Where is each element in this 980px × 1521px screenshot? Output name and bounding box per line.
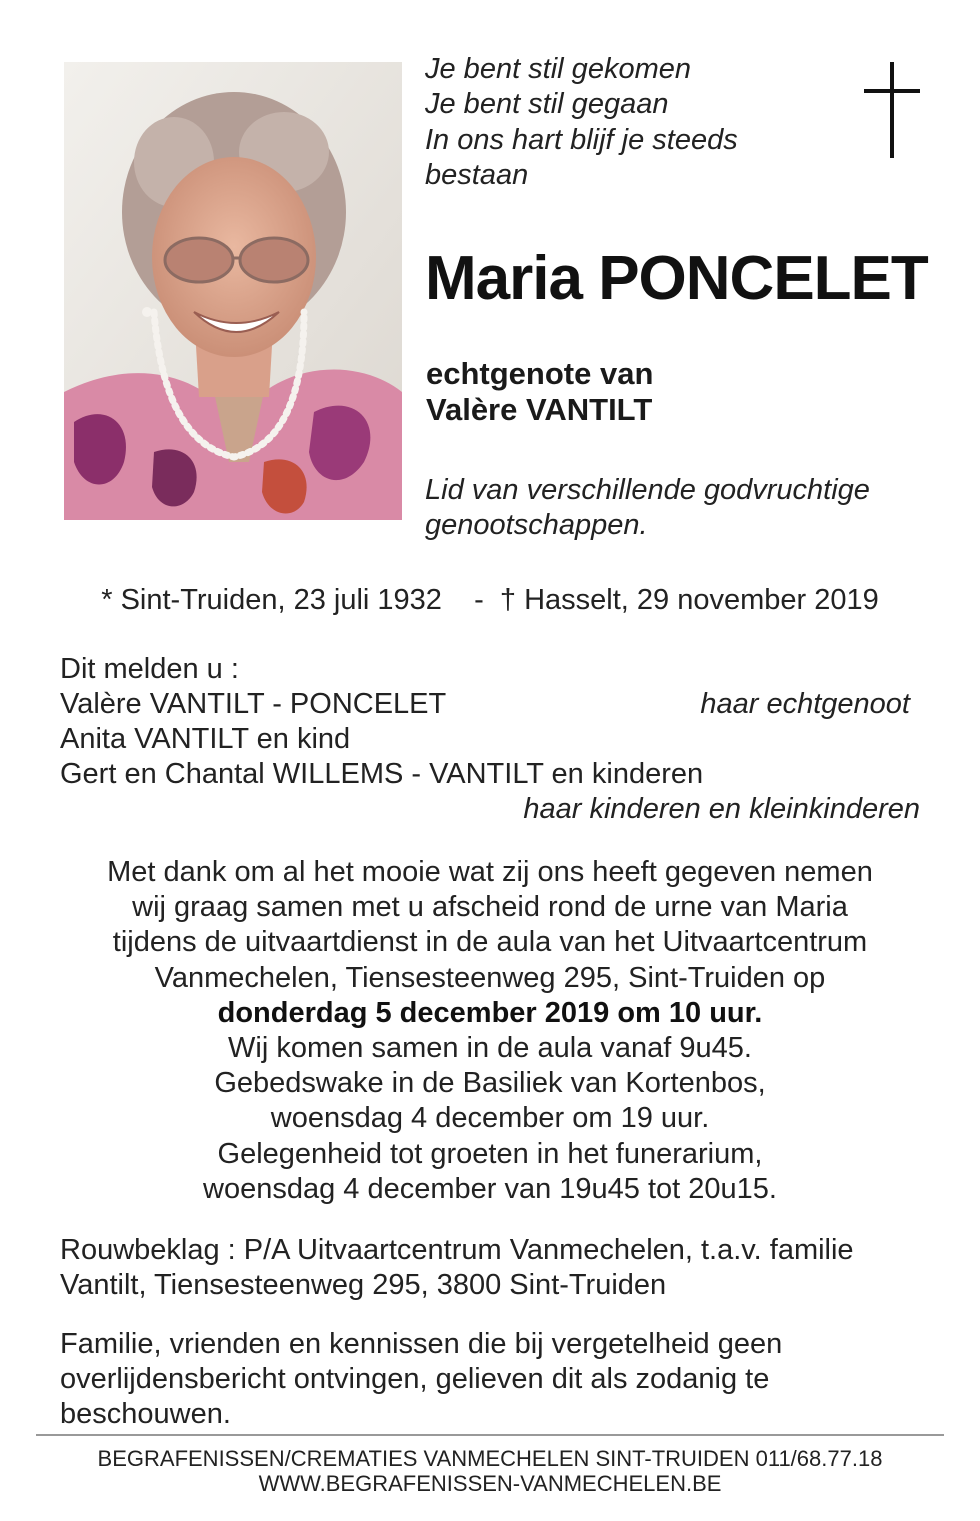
ceremony-date: donderdag 5 december 2019 om 10 uur. (217, 996, 763, 1029)
child-name: Anita VANTILT en kind (60, 723, 351, 755)
spouse-name: Valère VANTILT (426, 392, 653, 427)
notice-line: Familie, vrienden en kennissen die bij vergetelheid geen (60, 1328, 783, 1360)
memorial-poem (425, 52, 825, 193)
ceremony-details (40, 855, 940, 1207)
notice-line: overlijdensbericht ontvingen, gelieven dit als zodanig te (60, 1363, 770, 1395)
notice-line: beschouwen. (60, 1398, 231, 1430)
spouse-role: haar echtgenoot (700, 688, 910, 720)
poem-line: bestaan (425, 158, 529, 191)
ceremony-line: Gelegenheid tot groeten in het funerarium, (217, 1137, 763, 1170)
ceremony-line: Gebedswake in de Basiliek van Kortenbos, (214, 1067, 766, 1100)
spouse-relation: echtgenote van (426, 356, 654, 391)
birth-death-dates: * Sint-Truiden, 23 juli 1932 - † Hasselt, 29 november 2019 (101, 584, 879, 616)
spouse-full-name: Valère VANTILT - PONCELET (60, 688, 447, 720)
cross-icon (864, 62, 920, 158)
announcement-spouse-row (60, 687, 920, 722)
portrait-photo (64, 62, 402, 520)
poem-line: Je bent stil gekomen (425, 53, 691, 85)
announcement-children-role-row (60, 792, 920, 827)
announcement-intro: Dit melden u : (60, 653, 239, 685)
spouse-info (426, 356, 653, 428)
ceremony-line: tijdens de uitvaartdienst in de aula van het Uitvaartcentrum (112, 926, 868, 959)
ceremony-line: woensdag 4 december van 19u45 tot 20u15. (203, 1172, 777, 1205)
ceremony-line: Wij komen samen in de aula vanaf 9u45. (228, 1032, 752, 1065)
ceremony-line: Vanmechelen, Tiensesteenweg 295, Sint-Truiden op (154, 961, 826, 994)
family-announcement (60, 652, 920, 827)
membership-note (425, 473, 870, 543)
condolence-line: Rouwbeklag : P/A Uitvaartcentrum Vanmechelen, t.a.v. familie (60, 1234, 854, 1266)
funeral-home-contact: BEGRAFENISSEN/CREMATIES VANMECHELEN SINT-TRUIDEN 011/68.77.18 (97, 1446, 883, 1471)
membership-line: Lid van verschillende godvruchtige (425, 474, 870, 506)
ceremony-line: wij graag samen met u afscheid rond de urne van Maria (132, 891, 848, 924)
footer-divider (36, 1434, 944, 1436)
ceremony-line: woensdag 4 december om 19 uur. (270, 1102, 710, 1135)
announcement-child-row (60, 757, 920, 792)
portrait-illustration (64, 62, 402, 520)
announcement-child-row (60, 722, 920, 757)
funeral-home-website: WWW.BEGRAFENISSEN-VANMECHELEN.BE (258, 1471, 722, 1496)
membership-line: genootschappen. (425, 509, 648, 541)
poem-line: Je bent stil gegaan (425, 88, 669, 121)
family-notice (60, 1327, 940, 1432)
condolence-line: Vantilt, Tiensesteenweg 295, 3800 Sint-Truiden (60, 1269, 667, 1301)
child-name: Gert en Chantal WILLEMS - VANTILT en kinderen (60, 758, 704, 790)
funeral-home-footer (0, 1446, 980, 1496)
deceased-name: Maria PONCELET (425, 244, 928, 313)
children-role: haar kinderen en kleinkinderen (523, 793, 920, 825)
ceremony-line: Met dank om al het mooie wat zij ons heeft gegeven nemen (107, 856, 873, 888)
condolence-address (60, 1233, 940, 1303)
poem-line: In ons hart blijf je steeds (425, 123, 738, 156)
